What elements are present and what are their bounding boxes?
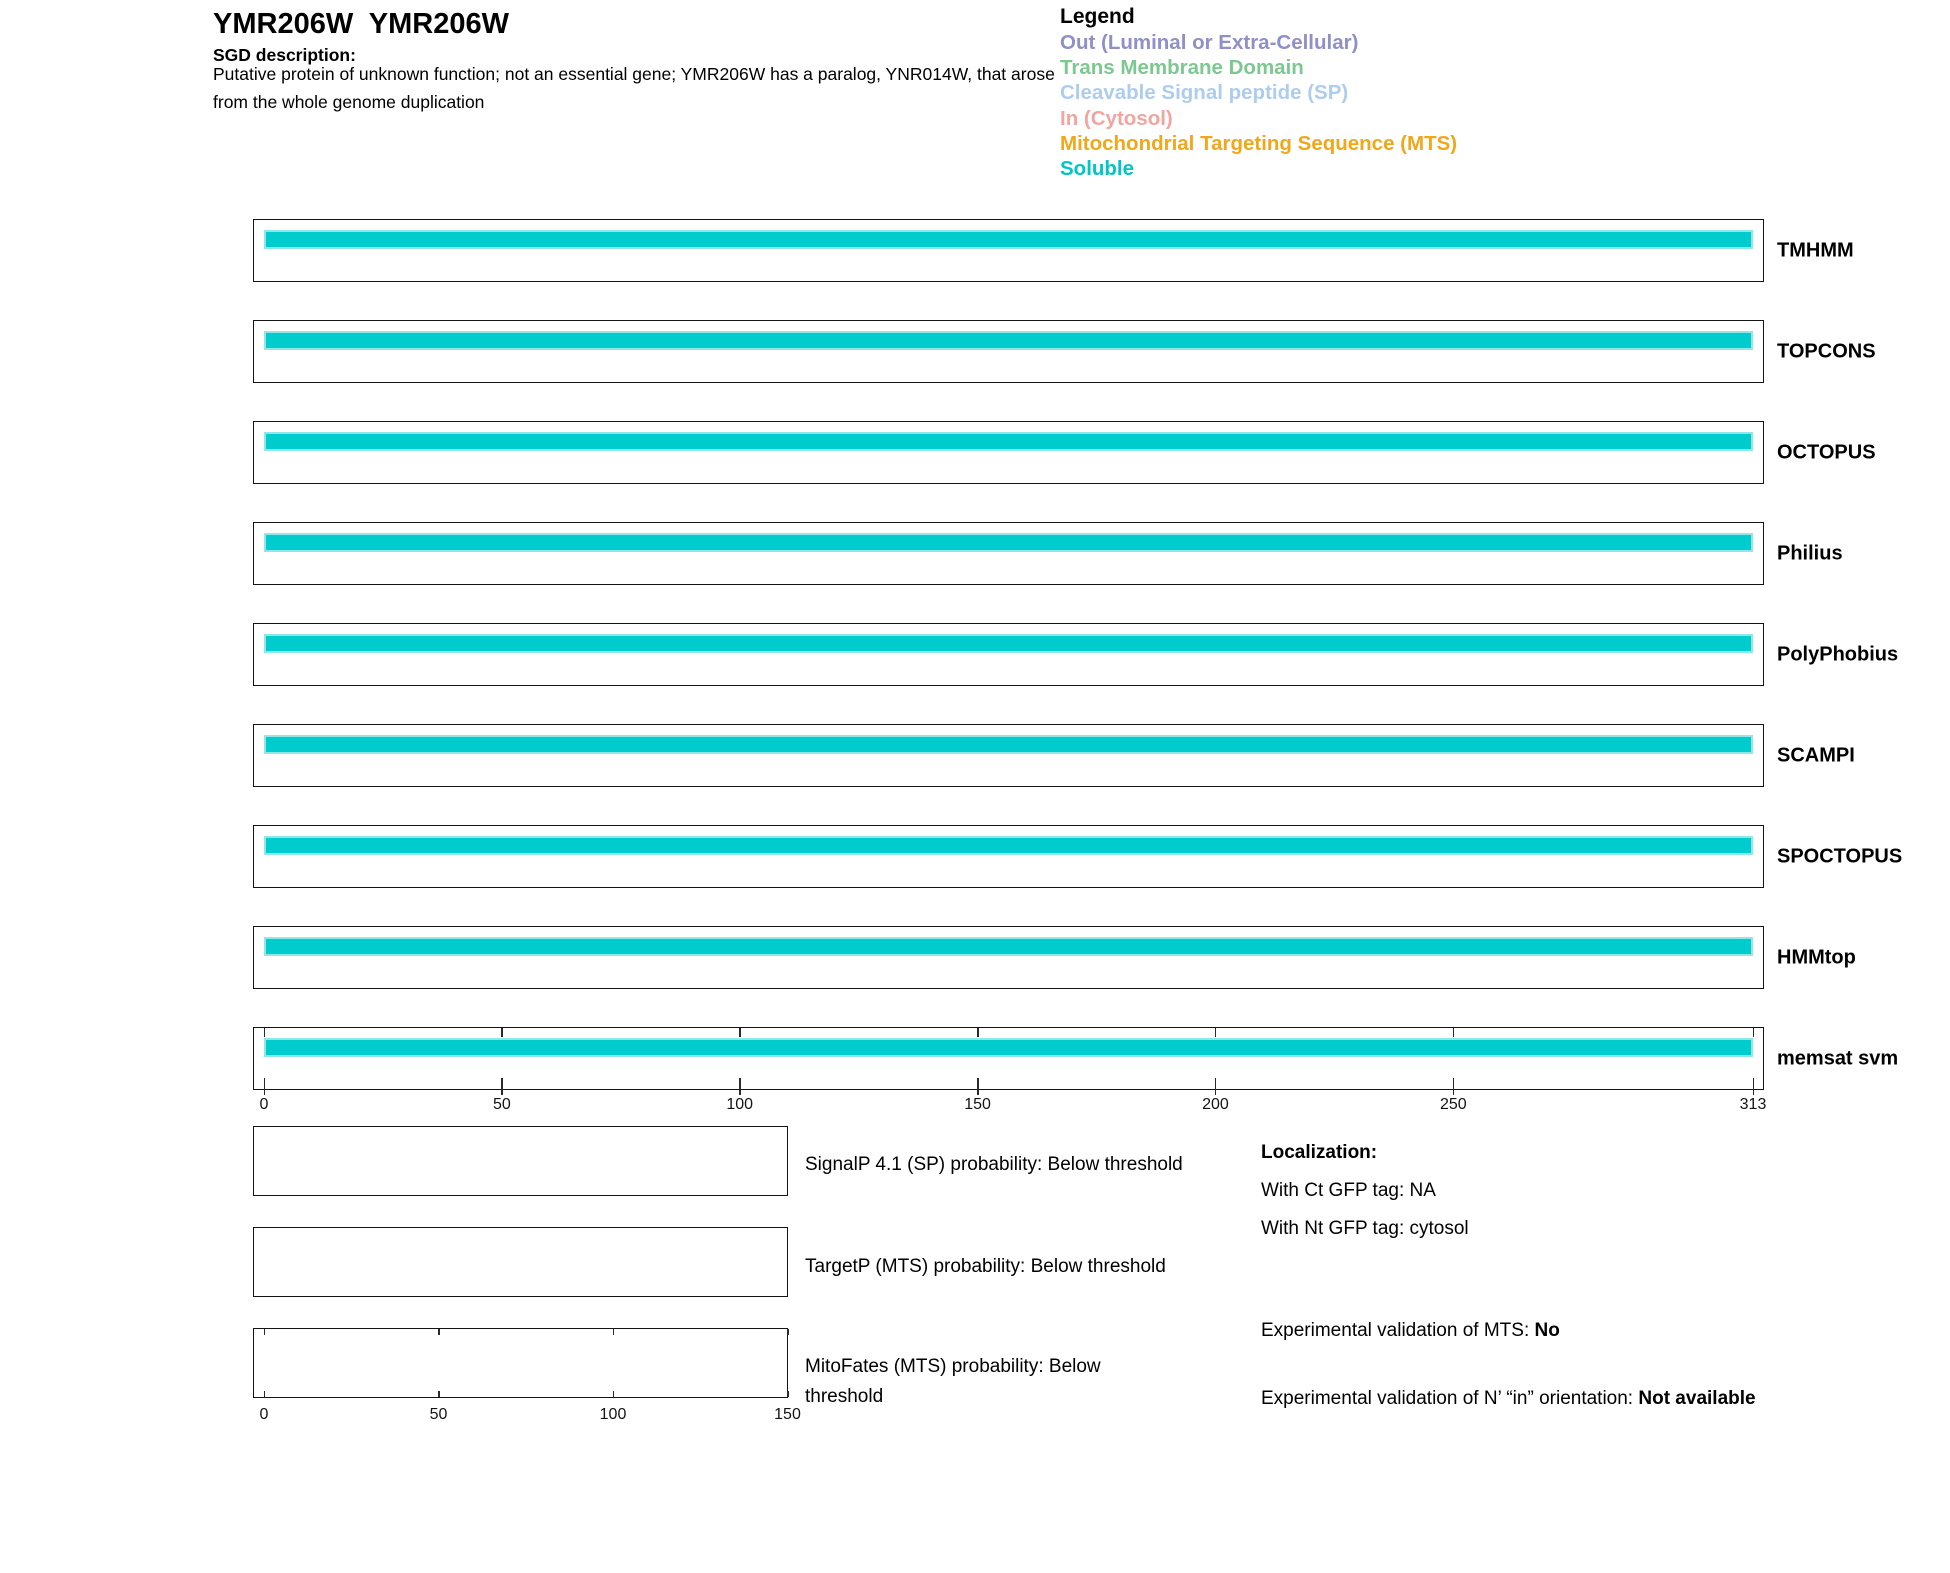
sgd-description-heading: SGD description: xyxy=(213,45,356,65)
axis-tick-label: 100 xyxy=(726,1096,754,1113)
caption-line: threshold xyxy=(805,1386,884,1407)
axis-tick-top xyxy=(739,1028,741,1037)
axis-tick-top xyxy=(977,1028,979,1037)
prob-axis-tick-label: 100 xyxy=(599,1406,627,1423)
axis-tick-bottom xyxy=(739,1078,741,1095)
axis-tick-top xyxy=(1453,1028,1455,1037)
legend-item-soluble: Soluble xyxy=(1060,157,1135,181)
track-box-spoctopus xyxy=(253,825,1764,888)
prob-axis-tick-label: 150 xyxy=(774,1406,801,1423)
localization-heading-text: Localization: xyxy=(1261,1142,1378,1163)
track-label-hmmtop: HMMtop xyxy=(1777,946,1856,969)
prob-axis-tick-top xyxy=(613,1329,615,1335)
prob-axis-tick-bottom xyxy=(787,1391,789,1397)
probability-plot-caption-1 xyxy=(805,1252,1166,1282)
track-label-topcons: TOPCONS xyxy=(1777,340,1876,363)
axis-tick-top xyxy=(1215,1028,1217,1037)
track-label-scampi: SCAMPI xyxy=(1777,744,1855,767)
legend-item-in-cytosol: In (Cytosol) xyxy=(1060,106,1173,130)
track-label-memsat-svm: memsat svm xyxy=(1777,1047,1899,1070)
page-title: YMR206W YMR206W xyxy=(213,8,509,40)
track-label-spoctopus: SPOCTOPUS xyxy=(1777,845,1903,868)
legend-item-trans-membrane-domain: Trans Membrane Domain xyxy=(1060,56,1304,80)
prob-axis-tick-bottom xyxy=(613,1391,615,1397)
track-bar-segment-soluble xyxy=(264,937,1753,956)
nt-gfp-tag-line: With Nt GFP tag: cytosol xyxy=(1261,1218,1469,1239)
track-label-polyphobius: PolyPhobius xyxy=(1777,643,1899,666)
sgd-description-line2: from the whole genome duplication xyxy=(213,92,485,112)
orientation-validation-label: Experimental validation of N’ “in” orientation: xyxy=(1261,1388,1639,1409)
track-bar-segment-soluble xyxy=(264,634,1753,653)
localization-heading xyxy=(1261,1142,1377,1164)
probability-plot-box-0 xyxy=(253,1126,788,1196)
caption-line: TargetP (MTS) probability: Below threshold xyxy=(805,1256,1166,1277)
axis-tick-bottom xyxy=(977,1078,979,1095)
track-label-octopus: OCTOPUS xyxy=(1777,441,1876,464)
legend-item-mitochondrial-targeting-sequence-mts: Mitochondrial Targeting Sequence (MTS) xyxy=(1060,131,1458,155)
legend-item-cleavable-signal-peptide-sp: Cleavable Signal peptide (SP) xyxy=(1060,81,1349,105)
axis-tick-top xyxy=(501,1028,503,1037)
axis-tick-label: 150 xyxy=(964,1096,991,1113)
caption-line: SignalP 4.1 (SP) probability: Below threshold xyxy=(805,1154,1183,1175)
axis-tick-bottom xyxy=(264,1078,266,1095)
axis-tick-label: 313 xyxy=(1739,1096,1767,1113)
track-box-hmmtop xyxy=(253,926,1764,989)
track-label-tmhmm: TMHMM xyxy=(1777,239,1854,262)
track-box-scampi xyxy=(253,724,1764,787)
prob-axis-tick-label: 0 xyxy=(259,1406,269,1423)
axis-tick-bottom xyxy=(1215,1078,1217,1095)
orientation-validation-value: Not available xyxy=(1638,1388,1756,1409)
track-bar-segment-soluble xyxy=(264,735,1753,754)
axis-tick-top xyxy=(264,1028,266,1037)
ct-gfp-tag-line: With Ct GFP tag: NA xyxy=(1261,1180,1436,1201)
caption-line: MitoFates (MTS) probability: Below xyxy=(805,1356,1101,1377)
legend-item-out-luminal-or-extra-cellular: Out (Luminal or Extra-Cellular) xyxy=(1060,31,1359,54)
mts-validation-label: Experimental validation of MTS: xyxy=(1261,1320,1535,1341)
probability-plot-caption-2 xyxy=(805,1352,1101,1412)
track-bar-segment-soluble xyxy=(264,1038,1753,1057)
track-bar-segment-soluble xyxy=(264,331,1753,350)
axis-tick-bottom xyxy=(1453,1078,1455,1095)
track-box-tmhmm xyxy=(253,219,1764,282)
prob-axis-tick-bottom xyxy=(264,1391,266,1397)
prob-axis-tick-top xyxy=(264,1329,266,1335)
probability-plot-box-2 xyxy=(253,1328,788,1398)
mts-validation-line xyxy=(1261,1320,1560,1342)
axis-tick-label: 200 xyxy=(1202,1096,1229,1113)
axis-tick-bottom xyxy=(501,1078,503,1095)
axis-tick-label: 0 xyxy=(259,1096,269,1113)
track-bar-segment-soluble xyxy=(264,533,1753,552)
track-bar-segment-soluble xyxy=(264,836,1753,855)
prob-axis-tick-top xyxy=(438,1329,440,1335)
track-bar-segment-soluble xyxy=(264,432,1753,451)
prob-axis-tick-label: 50 xyxy=(429,1406,448,1423)
axis-tick-top xyxy=(1753,1028,1755,1037)
track-label-philius: Philius xyxy=(1777,542,1843,565)
probability-plot-box-1 xyxy=(253,1227,788,1297)
track-box-memsat-svm xyxy=(253,1027,1764,1090)
axis-tick-bottom xyxy=(1753,1078,1755,1095)
sgd-description-line1: Putative protein of unknown function; not an essential gene; YMR206W has a paralog, YNR014W, that arose xyxy=(213,64,1055,84)
axis-tick-label: 250 xyxy=(1439,1096,1467,1113)
mts-validation-value: No xyxy=(1534,1320,1560,1341)
orientation-validation-line xyxy=(1261,1383,1761,1414)
track-box-topcons xyxy=(253,320,1764,383)
track-bar-segment-soluble xyxy=(264,230,1753,249)
legend-title: Legend xyxy=(1060,5,1135,28)
track-box-philius xyxy=(253,522,1764,585)
track-box-polyphobius xyxy=(253,623,1764,686)
prob-axis-tick-top xyxy=(787,1329,789,1335)
track-box-octopus xyxy=(253,421,1764,484)
probability-plot-caption-0 xyxy=(805,1150,1183,1180)
prob-axis-tick-bottom xyxy=(438,1391,440,1397)
axis-tick-label: 50 xyxy=(492,1096,511,1113)
